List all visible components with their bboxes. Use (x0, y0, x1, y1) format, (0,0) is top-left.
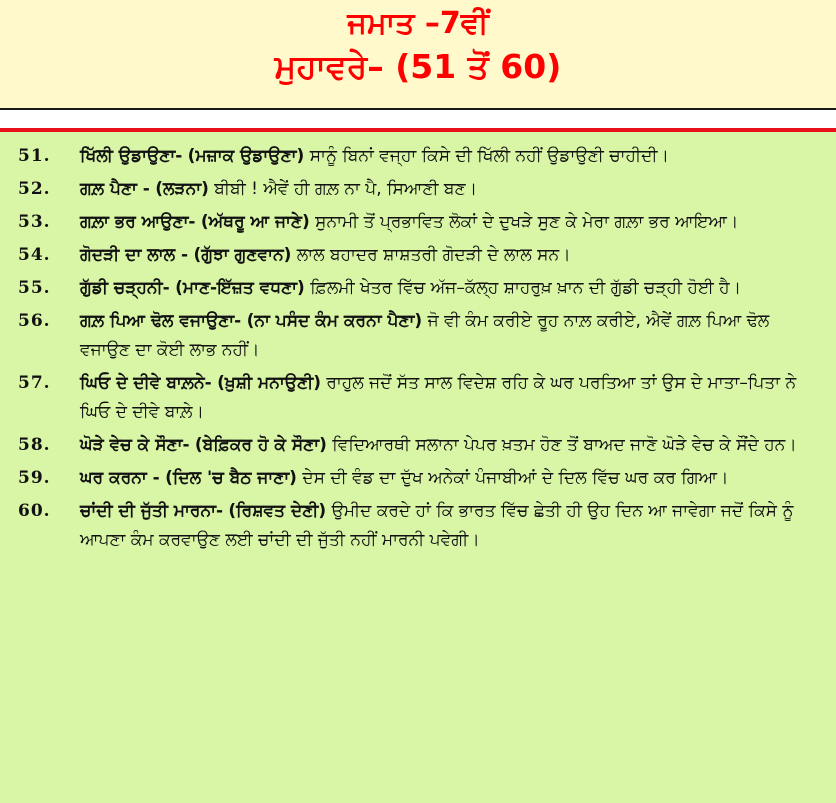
list-item (18, 274, 824, 303)
header-gap (0, 110, 836, 128)
idiom: ਘੋੜੇ ਵੇਚ ਕੇ ਸੌਣਾ- (80, 435, 190, 455)
idiom-meaning: (ਰਿਸ਼ਵਤ ਦੇਣੀ) (228, 501, 327, 521)
example-sentence: ਸੁਨਾਮੀ ਤੋਂ ਪ੍ਰਭਾਵਿਤ ਲੋਕਾਂ ਦੇ ਦੁਖੜੇ ਸੁਣ ਕੇ ਮੇਰਾ ਗਲ਼ਾ ਭਰ ਆਇਆ। (315, 212, 739, 232)
idiom-meaning: (ਲੜਨਾ) (155, 179, 209, 199)
example-sentence: ਦੇਸ ਦੀ ਵੰਡ ਦਾ ਦੁੱਖ ਅਨੇਕਾਂ ਪੰਜਾਬੀਆਂ ਦੇ ਦਿਲ ਵਿੱਚ ਘਰ ਕਰ ਗਿਆ। (302, 468, 729, 488)
idiom-meaning: (ਦਿਲ 'ਚ ਬੈਠ ਜਾਣਾ) (165, 468, 297, 488)
example-sentence: ਵਿਦਿਆਰਥੀ ਸਲਾਨਾ ਪੇਪਰ ਖ਼ਤਮ ਹੋਣ ਤੋਂ ਬਾਅਦ ਜਾਣੋ ਘੋੜੇ ਵੇਚ ਕੇ ਸੌਂਦੇ ਹਨ। (332, 435, 797, 455)
list-item (18, 175, 824, 204)
item-text (80, 307, 824, 365)
idiom: ਚਾਂਦੀ ਦੀ ਜੁੱਤੀ ਮਾਰਨਾ- (80, 501, 223, 521)
example-sentence: ਫ਼ਿਲਮੀ ਖੇਤਰ ਵਿੱਚ ਅੱਜ–ਕੱਲ੍ਹ ਸ਼ਾਹਰੁਖ਼ ਖ਼ਾਨ ਦੀ ਗੁੱਡੀ ਚੜ੍ਹੀ ਹੋਈ ਹੈ। (310, 278, 742, 298)
example-sentence: ਬੀਬੀ ! ਐਵੇਂ ਹੀ ਗਲ਼ ਨਾ ਪੈ, ਸਿਆਣੀ ਬਣ। (214, 179, 478, 199)
idiom-meaning: (ਮਾਣ-ਇੱਜ਼ਤ ਵਧਣਾ) (175, 278, 305, 298)
idiom: ਗਲ਼ ਪਿਆ ਢੋਲ ਵਜਾਉਣਾ- (80, 311, 242, 331)
item-number: 56. (18, 311, 51, 331)
item-number: 55. (18, 278, 51, 298)
list-item (18, 208, 824, 237)
list-item (18, 464, 824, 493)
page-header (0, 0, 836, 110)
idiom-meaning: (ਮਜ਼ਾਕ ਉਡਾਉਣਾ) (187, 146, 305, 166)
idiom: ਗੁੱਡੀ ਚੜ੍ਹਨੀ- (80, 278, 170, 298)
idiom: ਗੋਦੜੀ ਦਾ ਲਾਲ - (80, 245, 189, 265)
idiom-meaning: (ਬੇਫ਼ਿਕਰ ਹੋ ਕੇ ਸੌਣਾ) (194, 435, 327, 455)
idiom: ਗਲ਼ ਪੈਣਾ - (80, 179, 150, 199)
item-text (80, 464, 824, 493)
list-item (18, 497, 824, 555)
example-sentence: ਜੋ ਵੀ ਕੰਮ ਕਰੀਏ ਰੂਹ ਨਾਲ਼ ਕਰੀਏ, ਐਵੇਂ ਗਲ਼ ਪਿਆ ਢੋਲ ਵਜਾਉਣ ਦਾ ਕੋਈ ਲਾਭ ਨਹੀਂ। (80, 311, 770, 360)
page-subtitle: ਮੁਹਾਵਰੇ– (51 ਤੋਂ 60) (274, 47, 562, 86)
item-text (80, 241, 824, 270)
item-text (80, 142, 824, 171)
list-item (18, 241, 824, 270)
item-number: 54. (18, 245, 51, 265)
idiom-list (0, 132, 836, 803)
example-sentence: ਰਾਹੁਲ ਜਦੋਂ ਸੱਤ ਸਾਲ ਵਿਦੇਸ਼ ਰਹਿ ਕੇ ਘਰ ਪਰਤਿਆ ਤਾਂ ਉਸ ਦੇ ਮਾਤਾ–ਪਿਤਾ ਨੇ ਘਿਓ ਦੇ ਦੀਵੇ ਬਾਲ਼ੇ। (80, 373, 797, 422)
item-number: 60. (18, 501, 51, 521)
idiom-meaning: (ਅੱਥਰੂ ਆ ਜਾਣੇ) (200, 212, 310, 232)
page-title: ਜਮਾਤ –7ਵੀਂ (347, 6, 489, 41)
list-item (18, 142, 824, 171)
item-text (80, 431, 824, 460)
item-text (80, 274, 824, 303)
example-sentence: ਉਮੀਦ ਕਰਦੇ ਹਾਂ ਕਿ ਭਾਰਤ ਵਿੱਚ ਛੇਤੀ ਹੀ ਉਹ ਦਿਨ ਆ ਜਾਵੇਗਾ ਜਦੋਂ ਕਿਸੇ ਨੂੰ ਆਪਣਾ ਕੰਮ ਕਰਵਾਉਣ ਲਈ ਚਾਂਦੀ ਦੀ ਜੁੱਤੀ ਨਹੀਂ ਮਾਰਨੀ ਪਵੇਗੀ। (80, 501, 794, 550)
idiom: ਘਿਓ ਦੇ ਦੀਵੇ ਬਾਲ਼ਨੇ- (80, 373, 212, 393)
item-number: 51. (18, 146, 51, 166)
item-text (80, 175, 824, 204)
list-item (18, 307, 824, 365)
item-number: 53. (18, 212, 51, 232)
item-number: 59. (18, 468, 51, 488)
list-item (18, 431, 824, 460)
idiom: ਖਿੱਲੀ ਉਡਾਉਣਾ- (80, 146, 183, 166)
item-text (80, 208, 824, 237)
item-text (80, 369, 824, 427)
example-sentence: ਲਾਲ ਬਹਾਦਰ ਸ਼ਾਸ਼ਤਰੀ ਗੋਦੜੀ ਦੇ ਲਾਲ ਸਨ। (296, 245, 571, 265)
idiom-meaning: (ਨਾ ਪਸੰਦ ਕੰਮ ਕਰਨਾ ਪੈਣਾ) (246, 311, 423, 331)
item-text (80, 497, 824, 555)
item-number: 57. (18, 373, 51, 393)
item-number: 58. (18, 435, 51, 455)
idiom: ਘਰ ਕਰਨਾ - (80, 468, 160, 488)
idiom-meaning: (ਗੁੱਝਾ ਗੁਣਵਾਨ) (193, 245, 292, 265)
example-sentence: ਸਾਨੂੰ ਬਿਨਾਂ ਵਜ੍ਹਾ ਕਿਸੇ ਦੀ ਖਿੱਲੀ ਨਹੀਂ ਉਡਾਉਣੀ ਚਾਹੀਦੀ। (309, 146, 669, 166)
list-item (18, 369, 824, 427)
idiom-meaning: (ਖ਼ੁਸ਼ੀ ਮਨਾਉਣੀ) (217, 373, 321, 393)
idiom: ਗਲ਼ਾ ਭਰ ਆਉਣਾ- (80, 212, 196, 232)
item-number: 52. (18, 179, 51, 199)
